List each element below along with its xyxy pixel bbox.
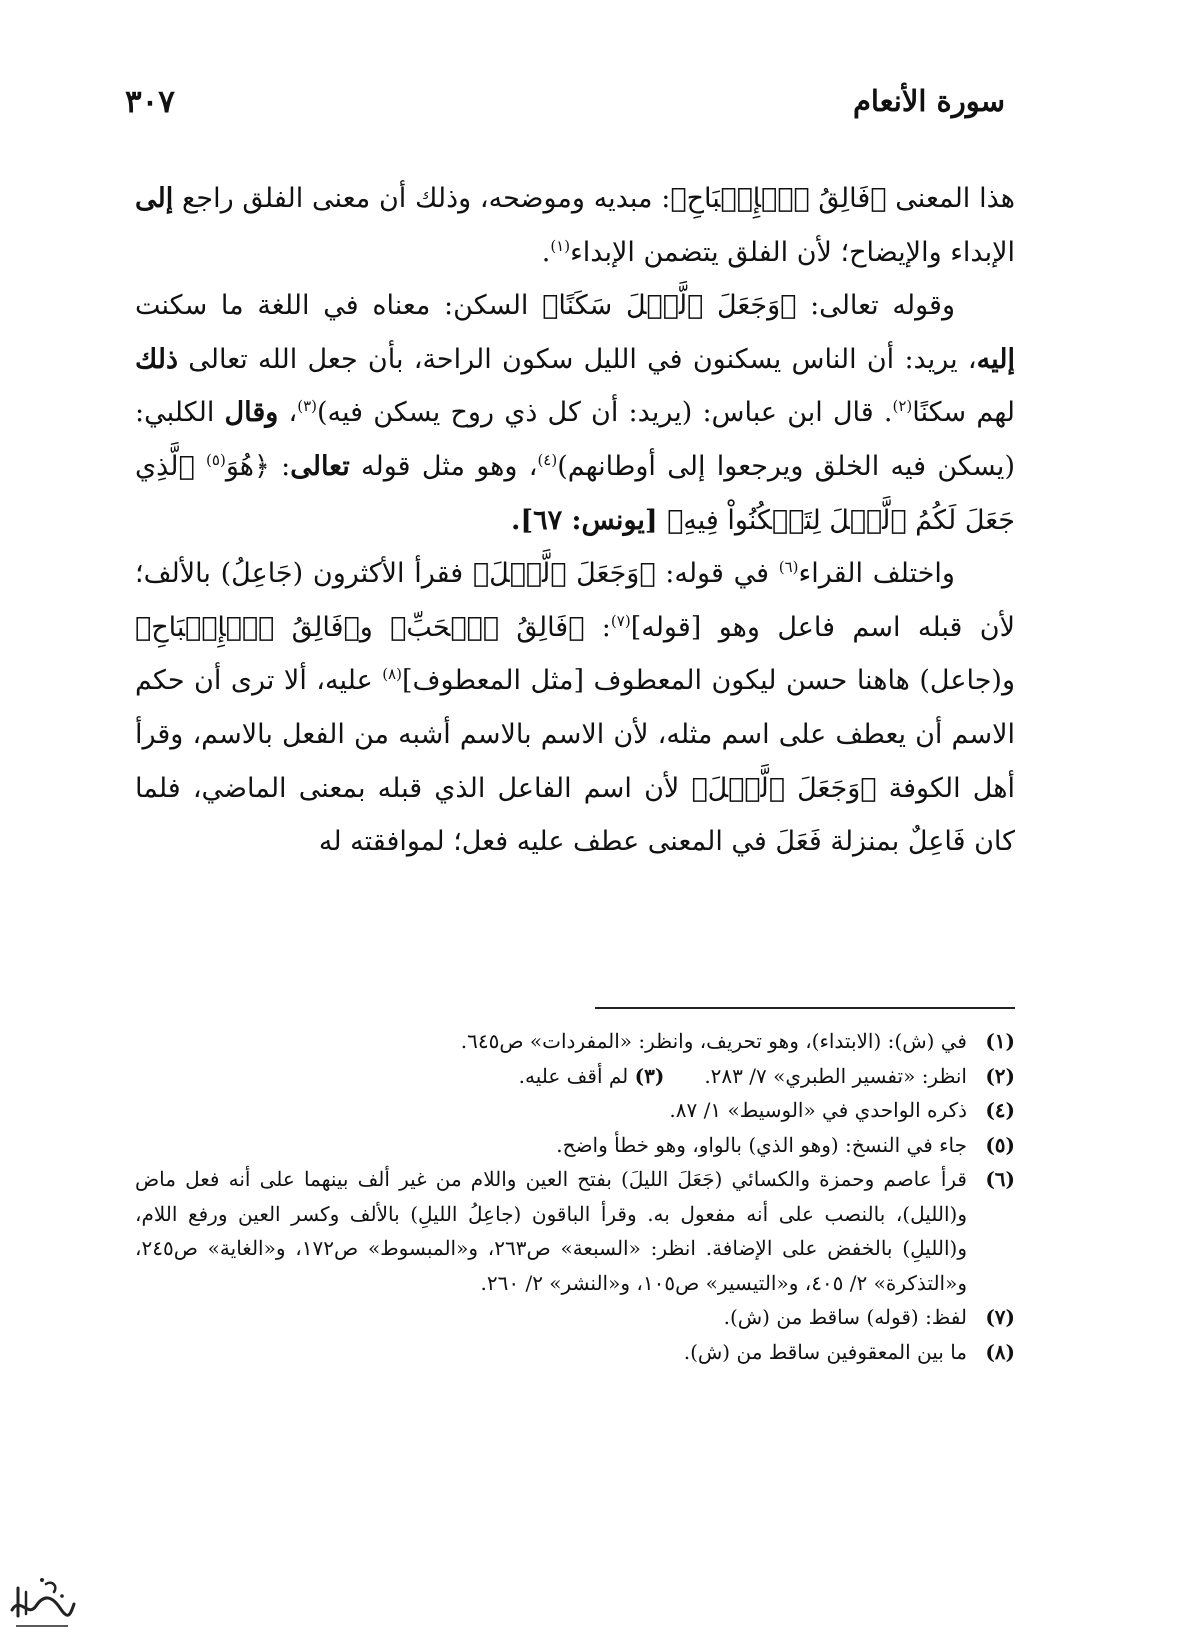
quran-verse: ﴿وَجَعَلَ ٱلَّيۡلَ سَكَنًا﴾ [542, 290, 797, 322]
paragraph-1 [135, 172, 1015, 279]
footnote-1 [135, 1024, 1015, 1059]
text-run: . قال ابن عباس: (يريد: أن كل ذي روح يسكن فيه) [317, 397, 893, 429]
footnote-text: انظر: «تفسير الطبري» ٧/ ٢٨٣. [704, 1063, 967, 1088]
footnote-ref-5[interactable]: (٥) [206, 450, 226, 469]
quran-verse: ﴿فَالِقُ ٱلۡإِصۡبَاحِ﴾ [135, 611, 360, 643]
quran-verse: ﴿فَالِقُ ٱلۡإِصۡبَاحِ﴾ [670, 183, 887, 214]
footnote-number: (٢) [985, 1063, 1015, 1088]
footnote-number: (٧) [985, 1305, 1015, 1329]
surah-title: سورة الأنعام [852, 84, 1005, 118]
page-number: ٣٠٧ [125, 84, 175, 120]
footnote-8 [135, 1335, 1015, 1370]
bold-word: تعالى [290, 450, 350, 482]
quran-verse: ٱلَّذِي جَعَلَ لَكُمُ ٱلَّيۡلَ لِتَسۡكُنُواْ فِيهِ﴾ [135, 450, 1015, 536]
footnote-text: قرأ عاصم وحمزة والكسائي (جَعَلَ الليلَ) بفتح العين واللام من غير ألف بينهما على أنه فعل ماض و(الليل)، بالنصب على أنه مفعول به. وقرأ الباقون (جاعِلُ الليلِ) بالألف وكسر العين ورفع اللام، و(الليلِ) بالخفض على الإضافة. انظر: «السبعة» ص٢٦٣، و«المبسوط» ص١٧٢، و«الغاية» ص٢٤٥، و«التذكرة» ٢/ ٤٠٥، و«التيسير» ص١٠٥، و«النشر» ٢/ ٢٦٠. [135, 1167, 967, 1295]
text-run: و [359, 611, 391, 643]
footnote-ref-6[interactable]: (٦) [778, 558, 799, 577]
footnote-number: (٨) [985, 1339, 1015, 1364]
footnote-ref-1[interactable]: (١) [550, 236, 571, 255]
text-run: الكلبي: (يسكن فيه الخلق ويرجعوا إلى أوطانهم) [135, 397, 1015, 482]
text-run: لأن اسم الفاعل الذي قبله بمعنى الماضي، فلما كان فَاعِلٌ بمنزلة فَعَلَ في المعنى عطف عليه فعل؛ لموافقته له [135, 772, 1015, 858]
footnote-text-group [135, 1059, 967, 1094]
text-run: ، [278, 397, 298, 429]
main-text [135, 172, 1015, 869]
verse-reference: [يونس: ٦٧]. [510, 504, 668, 536]
text-run: لهم سكنًا [912, 397, 1015, 429]
quran-verse: ﴿فَالِقُ ٱلۡحَبِّ﴾ [390, 611, 585, 643]
text-run: الإبداء والإيضاح؛ لأن الفلق يتضمن الإبداء [570, 236, 1015, 268]
footnote-ref-7[interactable]: (٧) [610, 611, 631, 630]
footnote-text: ما بين المعقوفين ساقط من (ش). [683, 1339, 967, 1364]
text-run: ، وهو مثل قوله [349, 450, 538, 482]
footnote-ref-4[interactable]: (٤) [537, 450, 558, 469]
footnote-ref-3[interactable]: (٣) [297, 397, 317, 416]
bold-word: إلى [135, 183, 174, 214]
footnotes [135, 1024, 1015, 1369]
footnote-7 [135, 1300, 1015, 1335]
text-run: واختلف القراء [798, 558, 955, 590]
footnote-ref-8[interactable]: (٨) [382, 665, 402, 684]
footnote-2-3 [135, 1059, 1015, 1094]
footnote-number: (٣) [634, 1063, 665, 1088]
footnote-number: (١) [985, 1029, 1015, 1053]
text-run: : [584, 611, 611, 643]
text-run: السكن: معناه في اللغة ما سكنت [135, 290, 543, 322]
footnote-text: ذكره الواحدي في «الوسيط» ١/ ٨٧. [669, 1098, 967, 1122]
text-run: وقوله تعالى: [796, 290, 955, 322]
text-run: فقرأ الأكثرون (جَاعِلُ) بالألف؛ لأن قبله اسم فاعل وهو [قوله] [135, 558, 1015, 643]
bold-word: وقال [224, 397, 279, 429]
footnote-text: جاء في النسخ: (وهو الذي) بالواو، وهو خطأ واضح. [556, 1132, 967, 1157]
bold-word: إليه [976, 343, 1016, 375]
footnote-text: في (ش): (الابتداء)، وهو تحريف، وانظر: «المفردات» ص٦٤٥. [460, 1029, 967, 1053]
bold-word: ذلك [135, 343, 179, 375]
text-run: عليه، ألا ترى أن حكم الاسم أن يعطف على اسم مثله، لأن الاسم بالاسم أشبه من الفعل بالاسم، وقرأ أهل الكوفة [135, 665, 1016, 804]
footnote-ref-2[interactable]: (٢) [892, 397, 913, 416]
page-header [125, 84, 1005, 144]
footnote-5 [135, 1128, 1015, 1163]
quran-verse: ﴿وَجَعَلَ ٱلَّيۡلَ﴾ [691, 772, 877, 804]
footnote-divider [595, 1007, 1015, 1009]
footnote-number: (٥) [985, 1132, 1015, 1157]
text-run: و(جاعل) هاهنا حسن ليكون المعطوف [مثل المعطوف] [401, 665, 1015, 697]
text-run: : [269, 450, 291, 482]
calligraphy-logo [6, 1566, 78, 1638]
footnote-text: لم أقف عليه. [518, 1063, 629, 1088]
text-run: ، يريد: أن الناس يسكنون في الليل سكون الراحة، بأن جعل الله تعالى [178, 343, 977, 375]
footnote-text: لفظ: (قوله) ساقط من (ش). [723, 1305, 967, 1329]
text-run: : مبديه وموضحه، وذلك أن معنى الفلق راجع [173, 183, 671, 214]
footnote-4 [135, 1093, 1015, 1128]
footnote-number: (٦) [985, 1167, 1015, 1191]
text-run: هذا المعنى [886, 183, 1016, 214]
text-run: . [541, 236, 551, 268]
quran-verse: ﴿وَجَعَلَ ٱلَّيۡلَ﴾ [472, 558, 656, 590]
paragraph-2 [135, 279, 1015, 547]
quran-verse: ﴿هُوَ [225, 450, 270, 482]
text-run: في قوله: [655, 558, 779, 590]
footnote-6 [135, 1162, 1015, 1300]
paragraph-3 [135, 547, 1015, 869]
footnote-number: (٤) [985, 1098, 1015, 1122]
